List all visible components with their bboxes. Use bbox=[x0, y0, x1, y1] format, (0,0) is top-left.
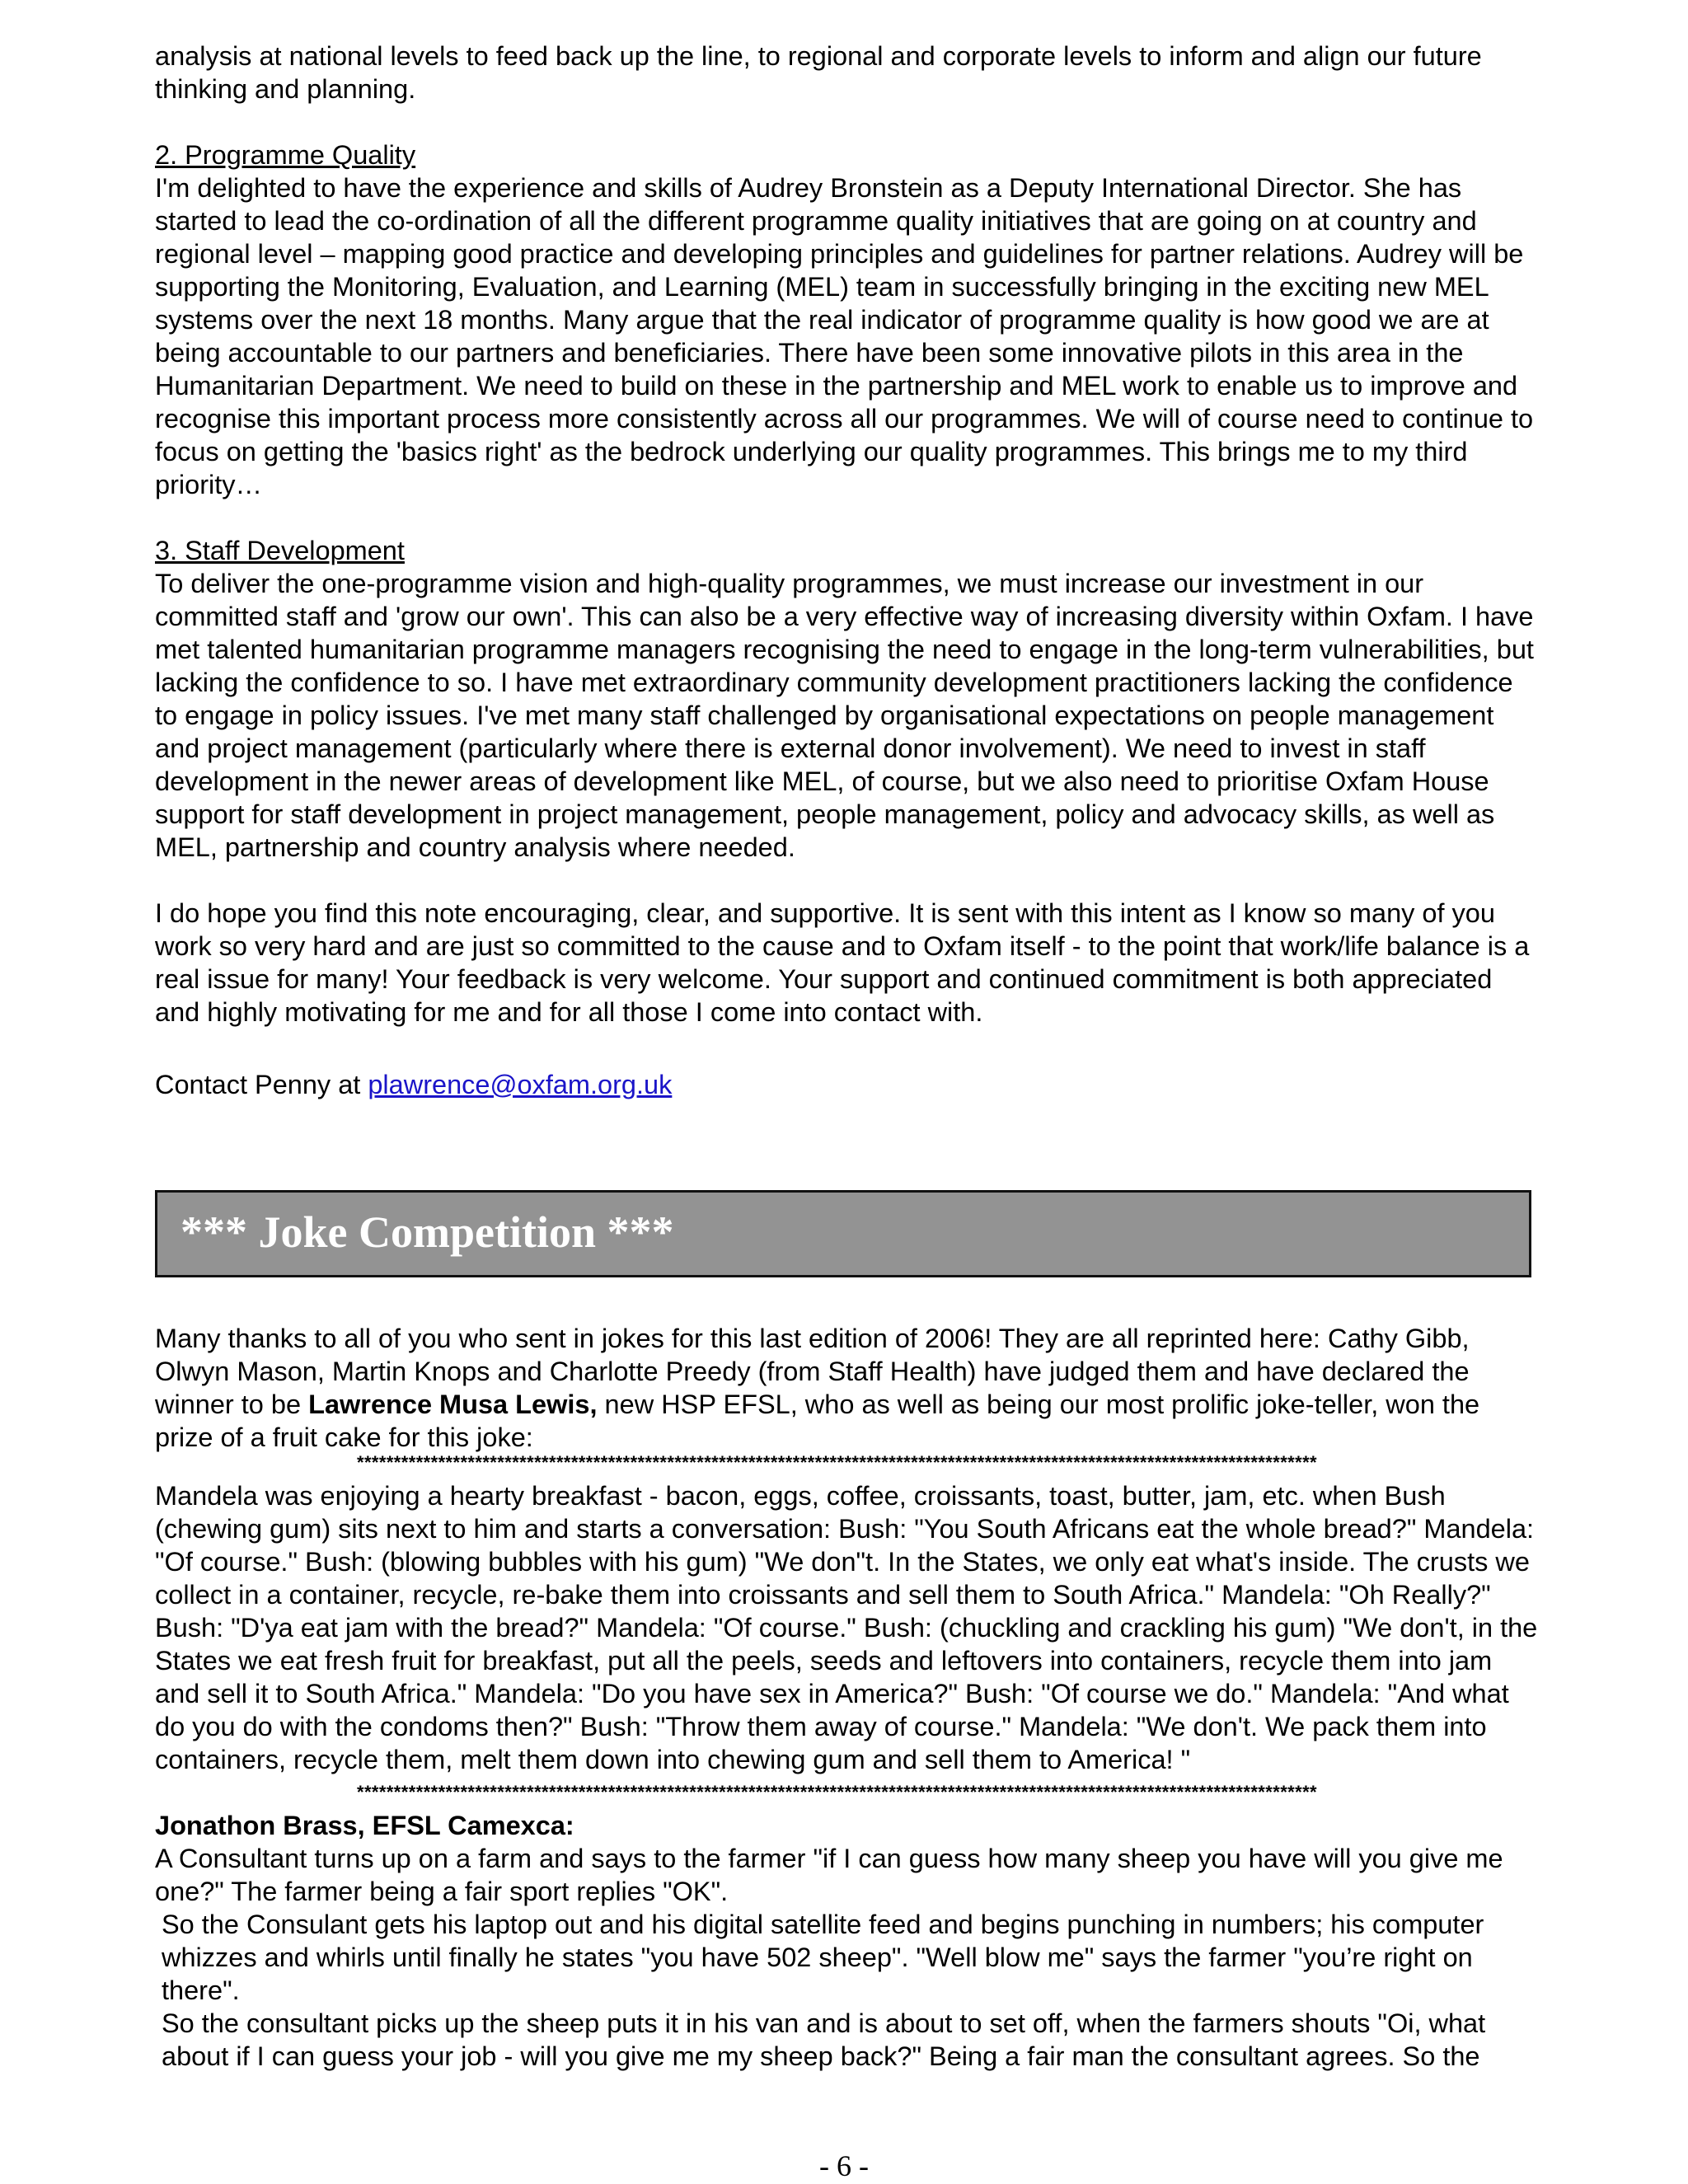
second-joke-paragraph-3: So the consultant picks up the sheep puts it in his van and is about to set off, when the farmers shouts "Oi, what about if I can guess your job - will you give me my sheep back?" Being a fair man the consultant agrees. So the bbox=[162, 2008, 1486, 2071]
joke-intro-text-1: Many thanks to all of you who sent in jokes for this last edition of 2006! They are all reprinted here: Cathy Gibb, Olwyn Mason, Martin Knops and Charlotte Preedy (from Staff Health) have judged them and have declared the winner to be bbox=[155, 1324, 1470, 1419]
joke-section bbox=[155, 1322, 1540, 2073]
winner-name: Lawrence Musa Lewis, bbox=[308, 1390, 598, 1419]
second-joke-author: Jonathon Brass, EFSL Camexca: bbox=[155, 1811, 574, 1840]
second-joke-paragraph-1: A Consultant turns up on a farm and says to the farmer "if I can guess how many sheep you have will you give me one?" The farmer being a fair sport replies "OK". bbox=[155, 1844, 1503, 1906]
contact-prefix: Contact Penny at bbox=[155, 1070, 368, 1099]
staff-development-paragraph: To deliver the one-programme vision and high-quality programmes, we must increase our investment in our committed staff and 'grow our own'. This can also be a very effective way of increasing diversity within Oxfam. I have met talented humanitarian programme managers recognising the need to engage in the long-term vulnerabilities, but lacking the confidence to so. I have met extraordinary community development practitioners lacking the confidence to engage in policy issues. I've met many staff challenged by organisational expectations on people management and project management (particularly where there is external donor involvement). We need to invest in staff development in the newer areas of development like MEL, of course, but we also need to prioritise Oxfam House support for staff development in project management, people management, policy and advocacy skills, as well as MEL, partnership and country analysis where needed. bbox=[155, 569, 1534, 862]
page-number: - 6 - bbox=[819, 2149, 869, 2182]
joke-competition-banner bbox=[155, 1190, 1531, 1277]
contact-email-link[interactable]: plawrence@oxfam.org.uk bbox=[368, 1070, 673, 1099]
second-joke-paragraph-2: So the Consulant gets his laptop out and his digital satellite feed and begins punching in numbers; his computer whizzes and whirls until finally he states "you have 502 sheep". "Well blow me" says the farmer "you’re right on there". bbox=[162, 1910, 1484, 2005]
separator-2: ********************************************************************************************************************************** bbox=[357, 1783, 1317, 1802]
separator-1: ********************************************************************************************************************************** bbox=[357, 1454, 1317, 1472]
winning-joke-paragraph: Mandela was enjoying a hearty breakfast - bacon, eggs, coffee, croissants, toast, butter, jam, etc. when Bush (chewing gum) sits next to him and starts a conversation: Bush: "You South Africans eat the whole bread?" Mandela: "Of course." Bush: (blowing bubbles with his gum) "We don"t. In the States, we only eat what's inside. The crusts we collect in a container, recycle, re-bake them into croissants and sell them to South Africa." Mandela: "Oh Really?" Bush: "D'ya eat jam with the bread?" Mandela: "Of course." Bush: (chuckling and crackling his gum) "We don't, in the States we eat fresh fruit for breakfast, put all the peels, seeds and leftovers into containers, recycle them into jam and sell it to South Africa." Mandela: "Do you have sex in America?" Bush: "Of course we do." Mandela: "And what do you do with the condoms then?" Bush: "Throw them away of course." Mandela: "We don't. We pack them into containers, recycle them, melt them down into chewing gum and sell them to America! " bbox=[155, 1481, 1538, 1774]
document-page bbox=[155, 40, 1540, 1101]
joke-competition-title: *** Joke Competition *** bbox=[181, 1207, 674, 1257]
contact-line bbox=[155, 1068, 1540, 1101]
programme-quality-paragraph: I'm delighted to have the experience and skills of Audrey Bronstein as a Deputy International Director. She has started to lead the co-ordination of all the different programme quality initiatives that are going on at country and regional level – mapping good practice and developing principles and guidelines for partner relations. Audrey will be supporting the Monitoring, Evaluation, and Learning (MEL) team in successfully bringing in the exciting new MEL systems over the next 18 months. Many argue that the real indicator of programme quality is how good we are at being accountable to our partners and beneficiaries. There have been some innovative pilots in this area in the Humanitarian Department. We need to build on these in the partnership and MEL work to enable us to improve and recognise this important process more consistently across all our programmes. We will of course need to continue to focus on getting the 'basics right' as the bedrock underlying our quality programmes. This brings me to my third priority… bbox=[155, 173, 1534, 499]
closing-paragraph: I do hope you find this note encouraging, clear, and supportive. It is sent with this intent as I know so many of you work so very hard and are just so committed to the cause and to Oxfam itself - to the point that work/life balance is a real issue for many! Your feedback is very welcome. Your support and continued commitment is both appreciated and highly motivating for me and for all those I come into contact with. bbox=[155, 898, 1530, 1027]
intro-paragraph: analysis at national levels to feed back up the line, to regional and corporate levels to inform and align our future thinking and planning. bbox=[155, 41, 1482, 104]
joke-intro-text-2: new HSP EFSL, who as well as being our most prolific joke-teller, won the prize of a fruit cake for this joke: bbox=[155, 1390, 1480, 1452]
section-heading-staff-development: 3. Staff Development bbox=[155, 536, 405, 565]
joke-intro-paragraph bbox=[155, 1322, 1540, 1454]
section-heading-programme-quality: 2. Programme Quality bbox=[155, 140, 416, 170]
